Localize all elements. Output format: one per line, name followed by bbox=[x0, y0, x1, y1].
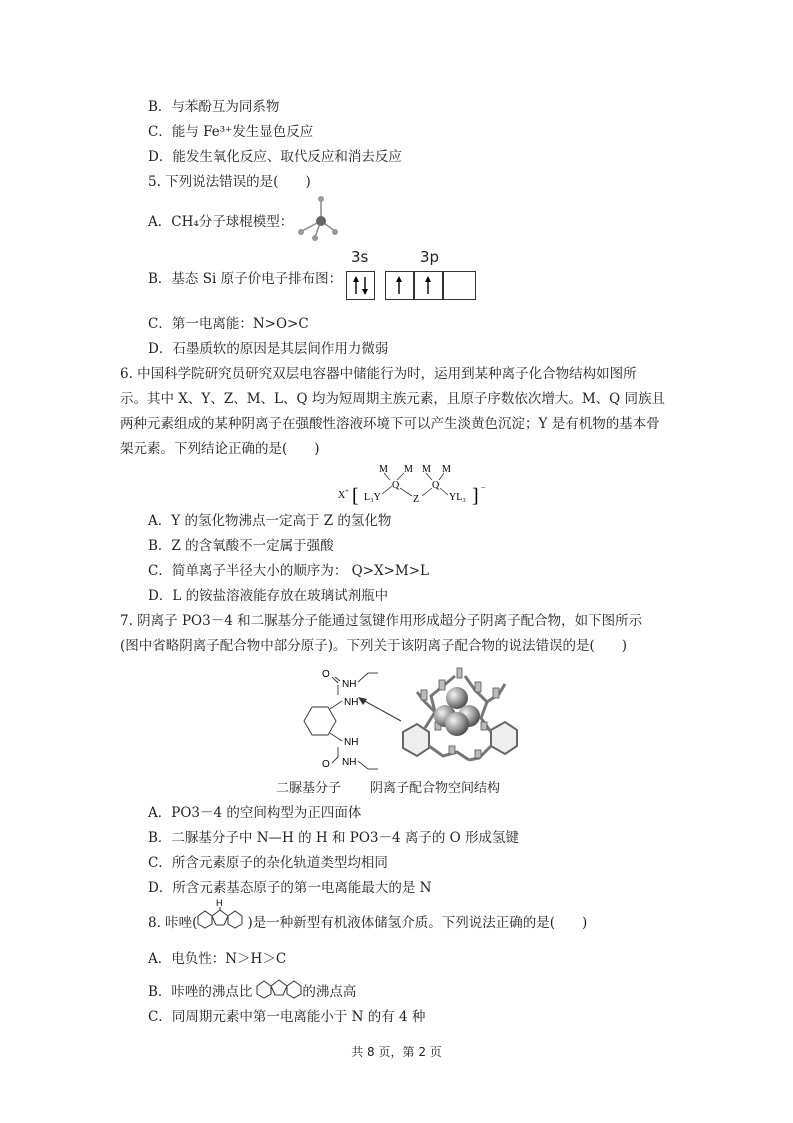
anion-complex-figure bbox=[395, 662, 525, 772]
fluorene-structure-icon bbox=[253, 974, 305, 1004]
q5-option-d: D．石墨质软的原因是其层间作用力微弱 bbox=[148, 341, 389, 357]
question-7-line-1: 7. 阴离子 PO3－4 和二脲基分子能通过氢键作用形成超分子阴离子配合物，如下图所示 bbox=[120, 613, 643, 629]
q8-option-a: A．电负性：N＞H＞C bbox=[148, 951, 287, 967]
option-d: D．能发生氧化反应、取代反应和消去反应 bbox=[148, 149, 402, 165]
question-5: 5. 下列说法错误的是( ) bbox=[148, 174, 311, 190]
q7-option-c: C．所含元素原子的杂化轨道类型均相同 bbox=[148, 855, 388, 871]
struct-yl3: YL₃ bbox=[449, 492, 466, 503]
struct-m1: M bbox=[379, 464, 388, 475]
question-6-line-2: 示。其中 X、Y、Z、M、L、Q 均为短周期主族元素，且原子序数依次增大。M、Q 同族且 bbox=[120, 391, 666, 407]
spin-up-down-icon bbox=[347, 272, 374, 299]
q6-structure-figure bbox=[334, 460, 494, 508]
q8-text-post: )是一种新型有机液体储氢介质。下列说法正确的是( ) bbox=[247, 915, 588, 931]
struct-m3: M bbox=[422, 464, 431, 475]
page-footer: 共 8 页，第 2 页 bbox=[351, 1045, 442, 1059]
carbazole-structure-icon bbox=[194, 898, 246, 934]
urea-nh-bot2: NH bbox=[342, 757, 357, 768]
spin-up-icon bbox=[386, 272, 413, 299]
struct-bracket-right: ] bbox=[472, 485, 479, 507]
question-7-line-2: (图中省略阴离子配合物中部分原子)。下列关于该阴离子配合物的说法错误的是( ) bbox=[120, 638, 628, 654]
struct-q-right: Q bbox=[432, 480, 440, 491]
q7-option-d: D．所含元素基态原子的第一电离能最大的是 N bbox=[148, 880, 432, 896]
orbital-3s-label: 3s bbox=[351, 248, 369, 266]
q5-option-c: C．第一电离能：N>O>C bbox=[148, 316, 309, 332]
carbazole-h: H bbox=[216, 898, 223, 908]
urea-o-top: O bbox=[322, 669, 330, 680]
spin-up-icon bbox=[415, 272, 442, 299]
option-c: C．能与 Fe³⁺发生显色反应 bbox=[148, 124, 314, 140]
q8-option-c: C．同周期元素中第一电离能小于 N 的有 4 种 bbox=[148, 1009, 426, 1025]
struct-m4: M bbox=[442, 464, 451, 475]
q6-option-b: B．Z 的含氧酸不一定属于强酸 bbox=[148, 538, 334, 554]
orbital-3s-box bbox=[346, 271, 375, 300]
q8b-text-pre: B．咔唑的沸点比 bbox=[148, 984, 253, 1000]
struct-x: X bbox=[338, 490, 346, 501]
struct-plus: + bbox=[345, 487, 349, 495]
caption-diurea: 二脲基分子 bbox=[276, 781, 342, 796]
struct-z: Z bbox=[413, 494, 420, 505]
caption-complex: 阴离子配合物空间结构 bbox=[370, 781, 501, 796]
q7-option-b: B．二脲基分子中 N—H 的 H 和 PO3－4 离子的 O 形成氢键 bbox=[148, 830, 520, 846]
urea-nh-top2: NH bbox=[344, 697, 359, 708]
struct-minus: − bbox=[481, 483, 486, 492]
struct-q-left: Q bbox=[392, 480, 400, 491]
orbital-3p-box-1 bbox=[385, 271, 414, 300]
q5-option-a: A．CH₄分子球棍模型： bbox=[148, 214, 294, 230]
q6-option-a: A．Y 的氢化物沸点一定高于 Z 的氢化物 bbox=[148, 513, 392, 529]
struct-l3y: L₃Y bbox=[364, 492, 381, 503]
orbital-3p-box-3 bbox=[443, 271, 476, 300]
option-b: B．与苯酚互为同系物 bbox=[148, 99, 280, 115]
ch4-model-icon bbox=[296, 194, 340, 242]
orbital-3p-label: 3p bbox=[420, 248, 440, 266]
q8-text-pre: 8. 咔唑( bbox=[148, 915, 198, 931]
q7-option-a: A．PO3－4 的空间构型为正四面体 bbox=[148, 805, 362, 821]
urea-o-bot: O bbox=[322, 759, 330, 770]
urea-nh-bot1: NH bbox=[344, 737, 359, 748]
urea-nh-top1: NH bbox=[342, 679, 357, 690]
q5-option-b: B．基态 Si 原子价电子排布图： bbox=[148, 271, 343, 287]
struct-m2: M bbox=[404, 464, 413, 475]
orbital-3p-box-2 bbox=[414, 271, 443, 300]
struct-bracket-left: [ bbox=[352, 485, 359, 507]
question-6-line-3: 两种元素组成的某种阴离子在强酸性溶液环境下可以产生淡黄色沉淀；Y 是有机物的基本骨 bbox=[120, 416, 660, 432]
question-6-line-4: 架元素。下列结论正确的是( ) bbox=[120, 441, 320, 457]
q6-option-c: C．简单离子半径大小的顺序为： Q>X>M>L bbox=[148, 563, 430, 579]
q6-option-d: D．L 的铵盐溶液能存放在玻璃试剂瓶中 bbox=[148, 588, 389, 604]
question-6-line-1: 6. 中国科学院研究员研究双层电容器中储能行为时，运用到某种离子化合物结构如图所 bbox=[120, 366, 637, 382]
q8b-text-post: 的沸点高 bbox=[302, 984, 357, 1000]
